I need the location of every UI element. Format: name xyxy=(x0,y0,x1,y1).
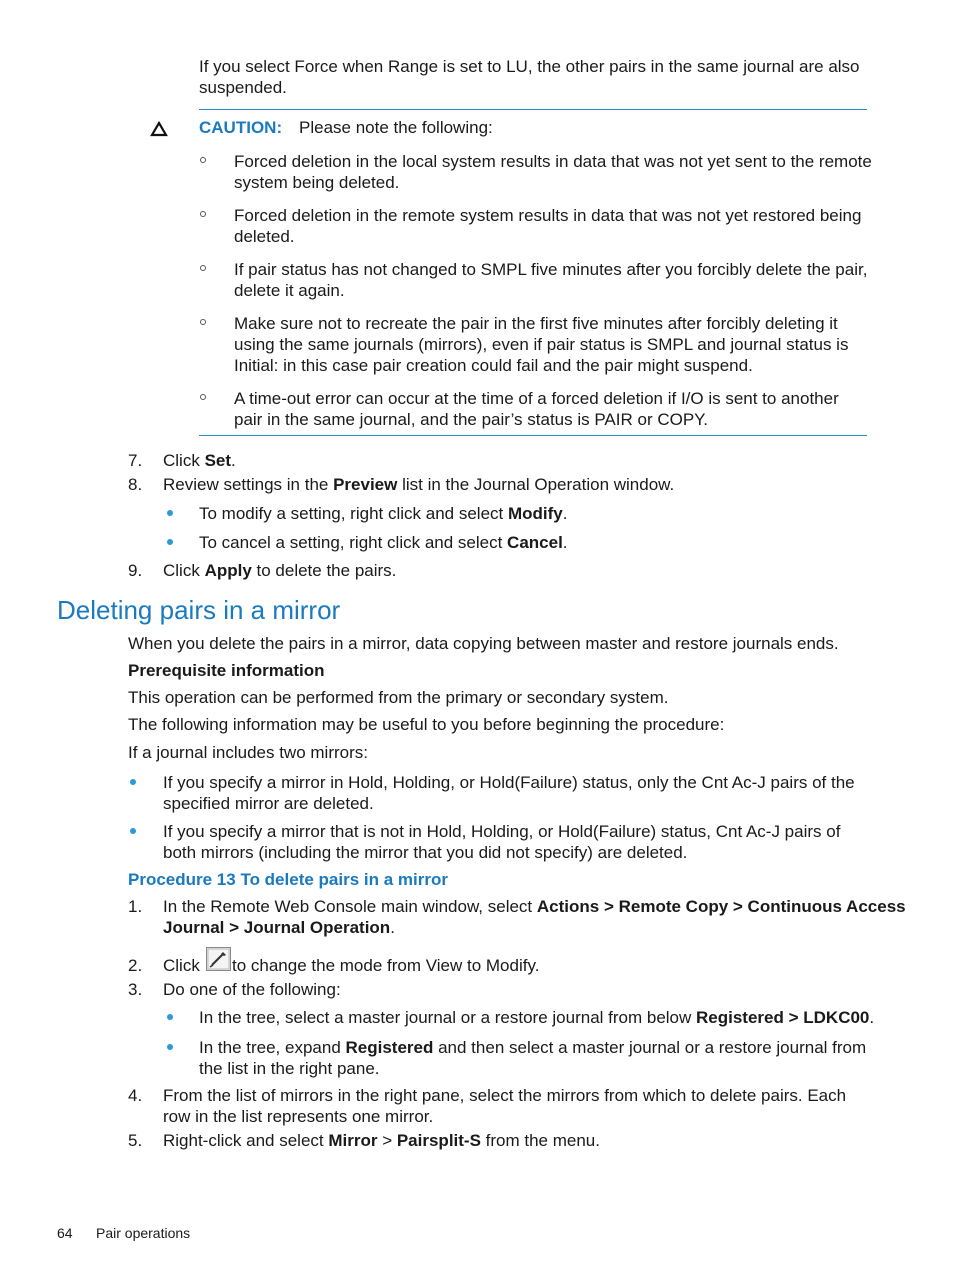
circle-bullet xyxy=(200,265,206,271)
modify-mode-icon[interactable] xyxy=(206,947,231,971)
list-item: If you specify a mirror in Hold, Holding, or Hold(Failure) status, only the Cnt Ac-J pairs of the specified mirror are deleted. xyxy=(163,773,855,813)
section-title: Deleting pairs in a mirror xyxy=(57,595,341,625)
caution-item: If pair status has not changed to SMPL five minutes after you forcibly delete the pair, delete it again. xyxy=(234,260,868,300)
step-number: 2. xyxy=(128,956,143,975)
step-8: Review settings in the Preview list in the Journal Operation window. xyxy=(163,475,675,494)
caution-text: Please note the following: xyxy=(299,118,493,137)
step-3: Do one of the following: xyxy=(163,980,341,999)
bullet-dot xyxy=(130,779,136,785)
procedure-title: Procedure 13 To delete pairs in a mirror xyxy=(128,870,448,889)
step-3-bullet: In the tree, select a master journal or a restore journal from below Registered > LDKC00. xyxy=(199,1008,875,1027)
step-number: 9. xyxy=(128,561,143,580)
step-8-bullet: To modify a setting, right click and select Modify. xyxy=(199,504,568,523)
caution-item: A time-out error can occur at the time of a forced deletion if I/O is sent to another pair in the same journal, and the pair’s status is PAIR or COPY. xyxy=(234,389,839,429)
step-number: 1. xyxy=(128,897,143,916)
step-5: Right-click and select Mirror > Pairsplit-S from the menu. xyxy=(163,1131,600,1150)
caution-item: Forced deletion in the local system results in data that was not yet sent to the remote system being deleted. xyxy=(234,152,872,192)
step-2-pre: Click xyxy=(163,956,200,975)
caution-top-rule xyxy=(199,109,867,110)
step-8-bullet: To cancel a setting, right click and select Cancel. xyxy=(199,533,568,552)
step-4: From the list of mirrors in the right pane, select the mirrors from which to delete pairs. Each xyxy=(163,1086,847,1105)
step-number: 3. xyxy=(128,980,143,999)
caution-label: CAUTION: xyxy=(199,118,283,137)
step-4-continued: row in the list represents one mirror. xyxy=(163,1107,434,1126)
section-intro: When you delete the pairs in a mirror, data copying between master and restore journals ends. xyxy=(128,634,839,653)
step-7: Click Set. xyxy=(163,451,236,470)
circle-bullet xyxy=(200,211,206,217)
paragraph: The following information may be useful to you before beginning the procedure: xyxy=(128,715,725,734)
caution-item: Forced deletion in the remote system results in data that was not yet restored being deleted. xyxy=(234,206,862,246)
paragraph: If a journal includes two mirrors: xyxy=(128,743,368,762)
bullet-dot xyxy=(167,539,173,545)
warning-triangle-icon xyxy=(150,121,168,137)
paragraph: This operation can be performed from the primary or secondary system. xyxy=(128,688,669,707)
bullet-dot xyxy=(167,510,173,516)
intro-paragraph: If you select Force when Range is set to LU, the other pairs in the same journal are also suspended. xyxy=(199,57,860,97)
list-item: If you specify a mirror that is not in Hold, Holding, or Hold(Failure) status, Cnt Ac-J pairs of both mirrors (including the mirror that you did not specify) are deleted. xyxy=(163,822,841,862)
footer-section: Pair operations xyxy=(96,1225,191,1241)
step-number: 7. xyxy=(128,451,143,470)
circle-bullet xyxy=(200,319,206,325)
step-3-bullet-continued: the list in the right pane. xyxy=(199,1059,380,1078)
step-number: 4. xyxy=(128,1086,143,1105)
circle-bullet xyxy=(200,157,206,163)
step-2-post: to change the mode from View to Modify. xyxy=(232,956,540,975)
step-3-bullet: In the tree, expand Registered and then select a master journal or a restore journal from xyxy=(199,1038,867,1057)
caution-bottom-rule xyxy=(199,435,867,436)
bullet-dot xyxy=(130,828,136,834)
step-1: In the Remote Web Console main window, select Actions > Remote Copy > Continuous Access xyxy=(163,897,906,916)
step-1-continued: Journal > Journal Operation. xyxy=(163,918,395,937)
bullet-dot xyxy=(167,1044,173,1050)
caution-item: Make sure not to recreate the pair in the first five minutes after forcibly deleting it using the same journals (mirrors), even if pair status is SMPL and journal status is Initial: in this case pair creation could fail and the pair might suspend. xyxy=(234,314,849,375)
step-number: 8. xyxy=(128,475,143,494)
page-number: 64 xyxy=(57,1225,73,1241)
step-number: 5. xyxy=(128,1131,143,1150)
bullet-dot xyxy=(167,1014,173,1020)
step-9: Click Apply to delete the pairs. xyxy=(163,561,397,580)
circle-bullet xyxy=(200,394,206,400)
prerequisite-heading: Prerequisite information xyxy=(128,661,325,680)
